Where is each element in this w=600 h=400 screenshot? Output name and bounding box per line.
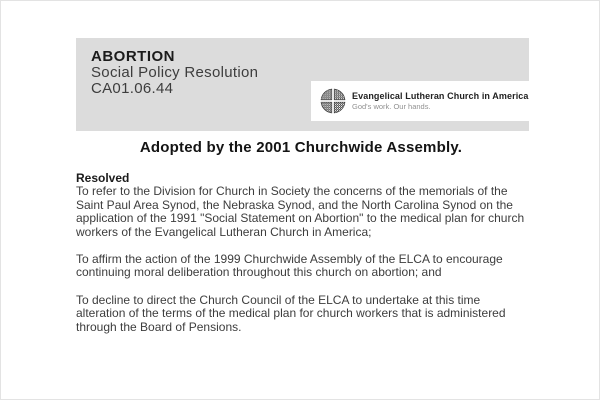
org-tagline: God's work. Our hands. (352, 102, 431, 111)
resolution-paragraph-1: To refer to the Division for Church in Society the concerns of the memorials of the Saint Paul Area Synod, the Nebraska Synod, and the North Carolina Synod on the application of the 1991 "Social Statement on Abortion" to the medical plan for church workers of the Evangelical Lutheran Church in America; (76, 184, 525, 239)
resolution-paragraph-2: To affirm the action of the 1999 Churchwide Assembly of the ELCA to encourage continuing moral deliberation throughout this church on abortion; and (76, 252, 503, 280)
elca-logo-box (311, 81, 546, 121)
resolution-body (76, 172, 528, 348)
resolution-paragraph-3: To decline to direct the Church Council of the ELCA to undertake at this time alteration of the terms of the medical plan for church workers that is administered through the Board of Pensions. (76, 292, 506, 334)
document-title: ABORTION (91, 48, 175, 65)
elca-cross-emblem-icon (320, 88, 346, 114)
header-text-block (91, 49, 258, 97)
document-code: CA01.06.44 (91, 80, 174, 97)
document-subtitle: Social Policy Resolution (91, 64, 259, 81)
logo-text-block (352, 91, 529, 111)
org-name: Evangelical Lutheran Church in America (352, 91, 529, 101)
resolved-label: Resolved (76, 171, 130, 185)
assembly-heading: Adopted by the 2001 Churchwide Assembly. (139, 139, 463, 156)
